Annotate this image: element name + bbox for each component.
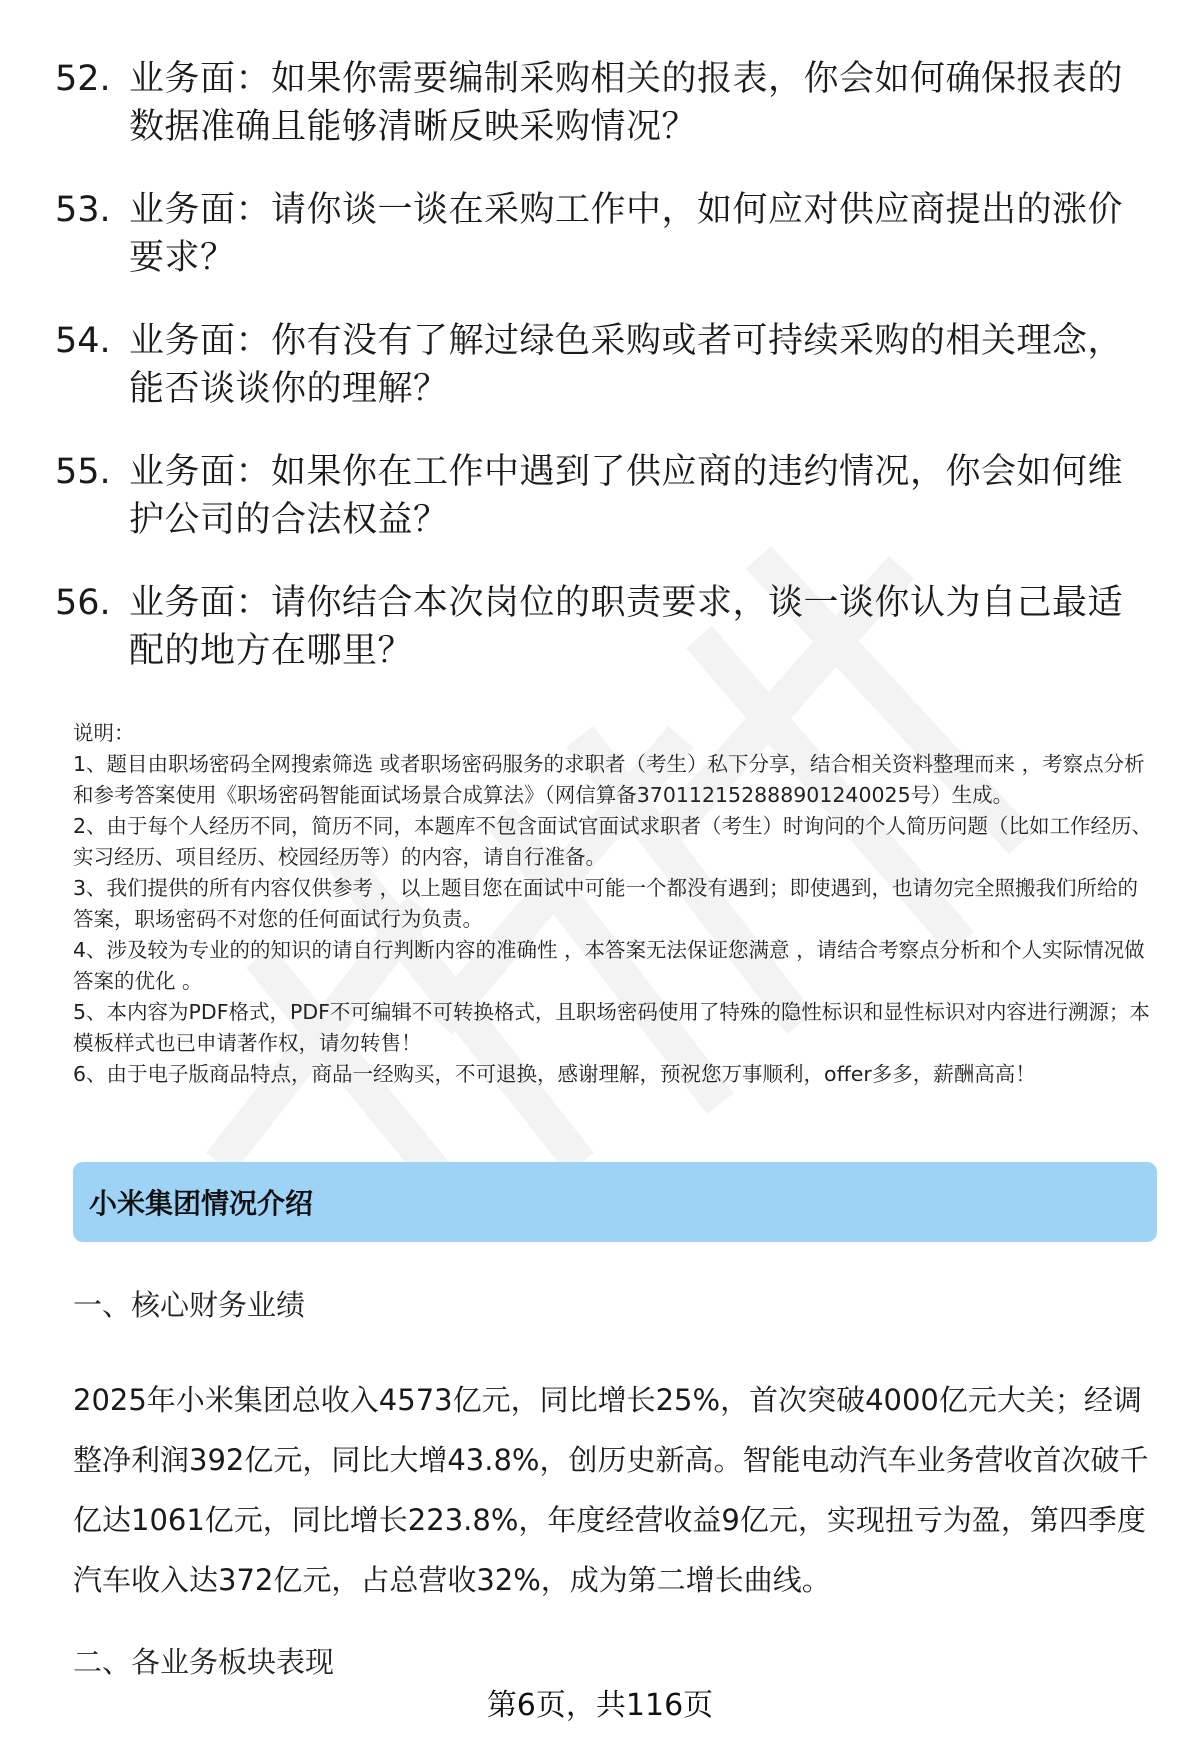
page-footer: 第6页，共116页 (486, 1688, 714, 1723)
question-text: 业务面：请你结合本次岗位的职责要求，谈一谈你认为自己最适配的地方在哪里？ (129, 583, 1124, 671)
question-number: 55. (55, 452, 111, 492)
question-list (55, 55, 1145, 710)
subsection-heading-financial: 一、核心财务业绩 (73, 1288, 306, 1322)
notes-heading: 说明： (73, 721, 135, 745)
question-text: 业务面：你有没有了解过绿色采购或者可持续采购的相关理念，能否谈谈你的理解？ (129, 321, 1124, 409)
question-item (55, 448, 1145, 544)
section-banner (73, 1162, 1157, 1242)
note-item: 2、由于每个人经历不同，简历不同，本题库不包含面试官面试求职者（考生）时询问的个人简历问题（比如工作经历、实习经历、项目经历、校园经历等）的内容，请自行准备。 (73, 814, 1153, 869)
note-item: 1、题目由职场密码全网搜索筛选 或者职场密码服务的求职者（考生）私下分享，结合相关资料整理而来 ，考察点分析和参考答案使用《职场密码智能面试场景合成算法》（网信算备370112152888901240025号）生成。 (73, 752, 1145, 807)
question-item (55, 317, 1145, 413)
question-number: 56. (55, 583, 111, 623)
question-text: 业务面：请你谈一谈在采购工作中，如何应对供应商提出的涨价要求？ (129, 190, 1124, 278)
question-number: 53. (55, 190, 111, 230)
question-number: 52. (55, 59, 111, 99)
financial-paragraph: 2025年小米集团总收入4573亿元，同比增长25%，首次突破4000亿元大关；经调整净利润392亿元，同比大增43.8%，创历史新高。智能电动汽车业务营收首次破千亿达1061亿元，同比增长223.8%，年度经营收益9亿元，实现扭亏为盈，第四季度汽车收入达372亿元，占总营收32%，成为第二增长曲线。 (73, 1383, 1149, 1597)
question-item (55, 55, 1145, 151)
subsection-heading-business: 二、各业务板块表现 (73, 1645, 335, 1679)
note-item: 6、由于电子版商品特点，商品一经购买，不可退换，感谢理解，预祝您万事顺利，offer多多，薪酬高高！ (73, 1062, 1036, 1086)
question-item (55, 579, 1145, 675)
note-item: 5、本内容为PDF格式，PDF不可编辑不可转换格式，且职场密码使用了特殊的隐性标识和显性标识对内容进行溯源；本模板样式也已申请著作权，请勿转售！ (73, 1000, 1150, 1055)
section-title: 小米集团情况介绍 (89, 1187, 314, 1220)
note-item: 3、我们提供的所有内容仅供参考 ，以上题目您在面试中可能一个都没有遇到；即使遇到，也请勿完全照搬我们所给的答案，职场密码不对您的任何面试行为负责。 (73, 876, 1139, 931)
question-item (55, 186, 1145, 282)
question-text: 业务面：如果你在工作中遇到了供应商的违约情况，你会如何维护公司的合法权益？ (129, 452, 1124, 540)
question-text: 业务面：如果你需要编制采购相关的报表，你会如何确保报表的数据准确且能够清晰反映采购情况？ (129, 59, 1124, 147)
question-number: 54. (55, 321, 111, 361)
notes-block (73, 718, 1158, 1090)
note-item: 4、涉及较为专业的的知识的请自行判断内容的准确性 ，本答案无法保证您满意 ，请结合考察点分析和个人实际情况做答案的优化 。 (73, 938, 1145, 993)
